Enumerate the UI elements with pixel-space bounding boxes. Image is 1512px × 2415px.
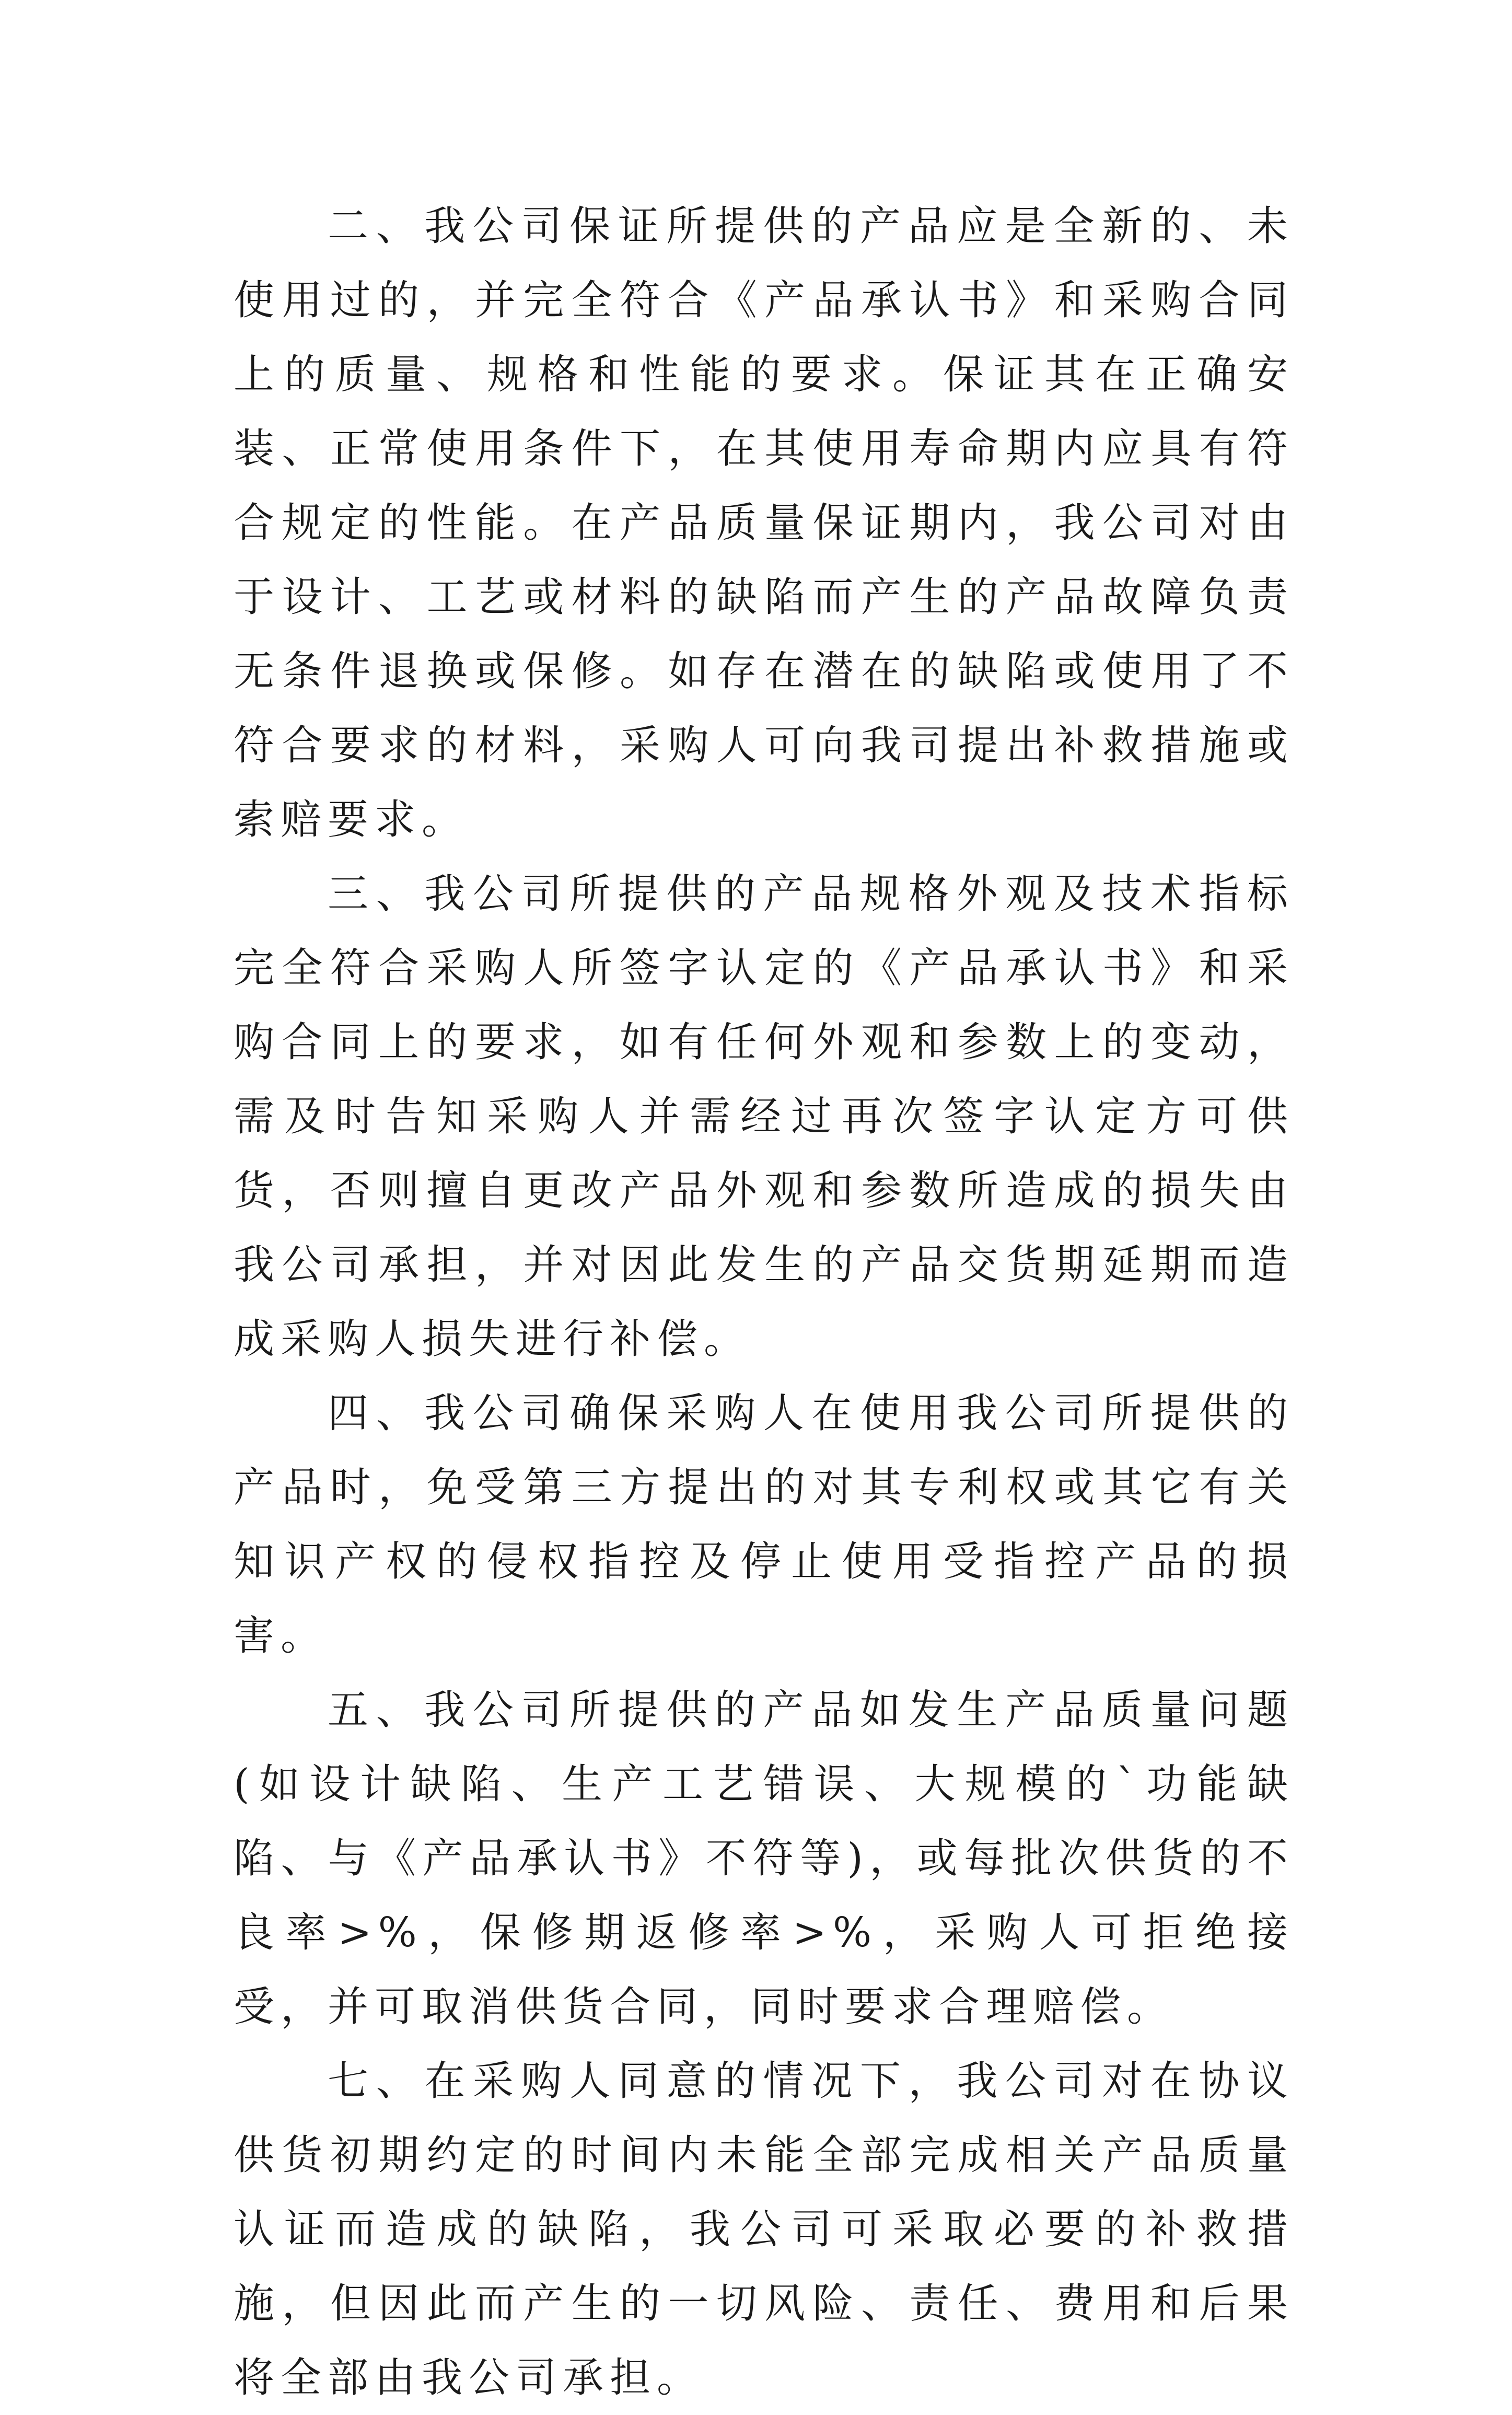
paragraph-5: 五、我公司所提供的产品如发生产品质量问题(如设计缺陷、生产工艺错误、大规模的`功能缺陷、与《产品承认书》不符等)，或每批次供货的不良率>%，保修期返修率>%，采购人可拒绝接受，并可取消供货合同，同时要求合理赔偿。 [234,1687,1294,2030]
paragraph-4: 四、我公司确保采购人在使用我公司所提供的产品时，免受第三方提出的对其专利权或其它有关知识产权的侵权指控及停止使用受指控产品的损害。 [234,1390,1294,1659]
paragraph-7: 七、在采购人同意的情况下，我公司对在协议供货初期约定的时间内未能全部完成相关产品质量认证而造成的缺陷，我公司可采取必要的补救措施，但因此而产生的一切风险、责任、费用和后果将全部由我公司承担。 [234,2058,1294,2401]
paragraph-2: 二、我公司保证所提供的产品应是全新的、未使用过的，并完全符合《产品承认书》和采购合同上的质量、规格和性能的要求。保证其在正确安装、正常使用条件下，在其使用寿命期内应具有符合规定的性能。在产品质量保证期内，我公司对由于设计、工艺或材料的缺陷而产生的产品故障负责无条件退换或保修。如存在潜在的缺陷或使用了不符合要求的材料，采购人可向我司提出补救措施或索赔要求。 [234,203,1294,843]
paragraph-3: 三、我公司所提供的产品规格外观及技术指标完全符合采购人所签字认定的《产品承认书》和采购合同上的要求，如有任何外观和参数上的变动，需及时告知采购人并需经过再次签字认定方可供货，否则擅自更改产品外观和参数所造成的损失由我公司承担，并对因此发生的产品交货期延期而造成采购人损失进行补偿。 [234,870,1294,1363]
document-body [234,189,1294,2415]
